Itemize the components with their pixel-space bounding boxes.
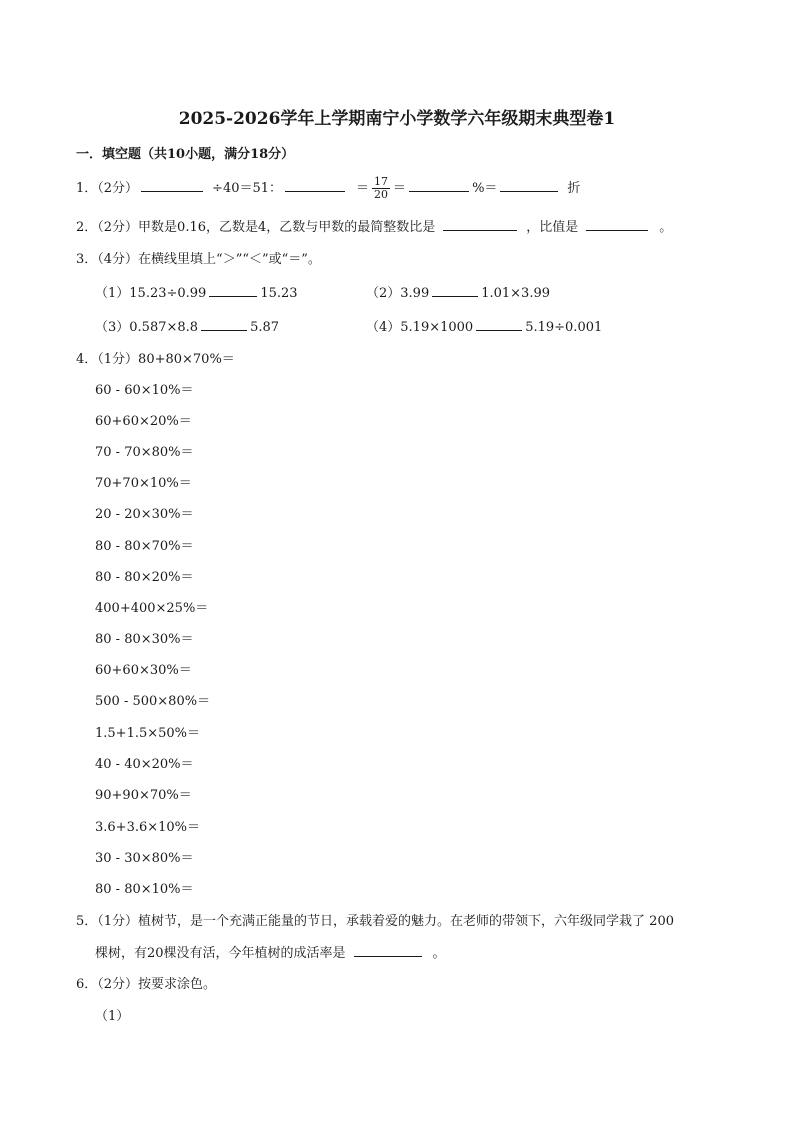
q3-item-3 [95, 316, 279, 335]
question-2 [76, 216, 672, 235]
q4-calc-14: 90+90×70%＝ [95, 788, 192, 803]
q2-text: 甲数是0.16，乙数是4，乙数与甲数的最简整数比是 [138, 220, 436, 235]
q1-fraction-numerator: 17 [374, 175, 389, 188]
q4-calc-9: 80 - 80×30%＝ [95, 632, 194, 647]
q6-prefix: 6．（2分） [76, 977, 139, 992]
q1-blank-4[interactable] [500, 178, 558, 192]
q2-mid: ，比值是 [526, 220, 579, 235]
question-1 [76, 176, 580, 201]
q4-calc-16: 30 - 30×80%＝ [95, 851, 194, 866]
q3-item-3-right: 5.87 [250, 320, 280, 335]
q1-eq2: ＝ [393, 181, 407, 196]
q3-item-2-right: 1.01×3.99 [481, 286, 551, 301]
q1-blank-1[interactable] [141, 178, 203, 192]
q1-prefix: 1．（2分） [76, 181, 139, 196]
q3-item-4-right: 5.19÷0.001 [525, 320, 603, 335]
q1-div: ÷40＝51： [212, 181, 283, 196]
q4-calc-2: 60+60×20%＝ [95, 414, 192, 429]
q3-item-2-blank[interactable] [432, 283, 478, 297]
q1-tail: 折 [567, 181, 581, 196]
q5-prefix: 5．（1分） [76, 914, 139, 929]
q2-end: 。 [659, 220, 673, 235]
q1-eq1: ＝ [356, 181, 370, 196]
q5-blank[interactable] [354, 943, 422, 957]
q5-line2: 棵树，有20棵没有活，今年植树的成活率是 [95, 946, 346, 961]
q4-calc-12: 1.5+1.5×50%＝ [95, 726, 201, 741]
q3-item-4 [366, 316, 602, 335]
q4-calc-8: 400+400×25%＝ [95, 601, 209, 616]
q1-fraction-denominator: 20 [374, 188, 389, 201]
q3-item-4-left: （4）5.19×1000 [366, 320, 474, 335]
question-5 [76, 910, 674, 929]
q1-pct: %＝ [472, 181, 498, 196]
q2-blank-1[interactable] [443, 217, 517, 231]
q4-calc-6: 80 - 80×70%＝ [95, 539, 194, 554]
question-4 [76, 348, 235, 367]
q5-line1: 植树节，是一个充满正能量的节日，承载着爱的魅力。在老师的带领下，六年级同学栽了 200 [138, 914, 674, 929]
q4-calc-1: 60 - 60×10%＝ [95, 383, 194, 398]
question-5-line-2 [95, 942, 446, 961]
q3-item-1-blank[interactable] [209, 283, 257, 297]
question-6 [76, 973, 216, 992]
question-3 [76, 248, 321, 267]
page-title: 2025-2026学年上学期南宁小学数学六年级期末典型卷1 [178, 109, 616, 129]
q4-calc-11: 500 - 500×80%＝ [95, 694, 211, 709]
q4-calc-13: 40 - 40×20%＝ [95, 757, 194, 772]
q6-text: 按要求涂色。 [138, 977, 217, 992]
q3-text: 在横线里填上“＞”“＜”或“＝”。 [138, 252, 321, 267]
q4-calc-3: 70 - 70×80%＝ [95, 445, 194, 460]
q2-prefix: 2．（2分） [76, 220, 139, 235]
q4-calc-5: 20 - 20×30%＝ [95, 507, 194, 522]
q1-blank-2[interactable] [285, 178, 345, 192]
q5-end: 。 [432, 946, 446, 961]
q1-blank-3[interactable] [409, 178, 469, 192]
q3-item-4-blank[interactable] [476, 317, 522, 331]
q3-item-2-left: （2）3.99 [366, 286, 430, 301]
q4-calc-15: 3.6+3.6×10%＝ [95, 820, 201, 835]
q3-item-1-left: （1）15.23÷0.99 [95, 286, 207, 301]
q4-calc-10: 60+60×30%＝ [95, 663, 192, 678]
q6-sub-1: （1） [95, 1009, 130, 1024]
q4-prefix: 4．（1分） [76, 352, 139, 367]
q4-calc-17: 80 - 80×10%＝ [95, 882, 194, 897]
q3-item-2 [366, 282, 550, 301]
q3-item-3-blank[interactable] [201, 317, 247, 331]
q3-item-1-right: 15.23 [260, 286, 298, 301]
q3-item-3-left: （3）0.587×8.8 [95, 320, 199, 335]
q4-calc-4: 70+70×10%＝ [95, 476, 192, 491]
q4-first: 80+80×70%＝ [138, 352, 235, 367]
q3-item-1 [95, 282, 298, 301]
q4-calc-7: 80 - 80×20%＝ [95, 570, 194, 585]
q3-prefix: 3．（4分） [76, 252, 139, 267]
section-heading: 一．填空题（共10小题，满分18分） [76, 147, 295, 162]
q1-fraction [372, 176, 390, 201]
q2-blank-2[interactable] [586, 217, 648, 231]
